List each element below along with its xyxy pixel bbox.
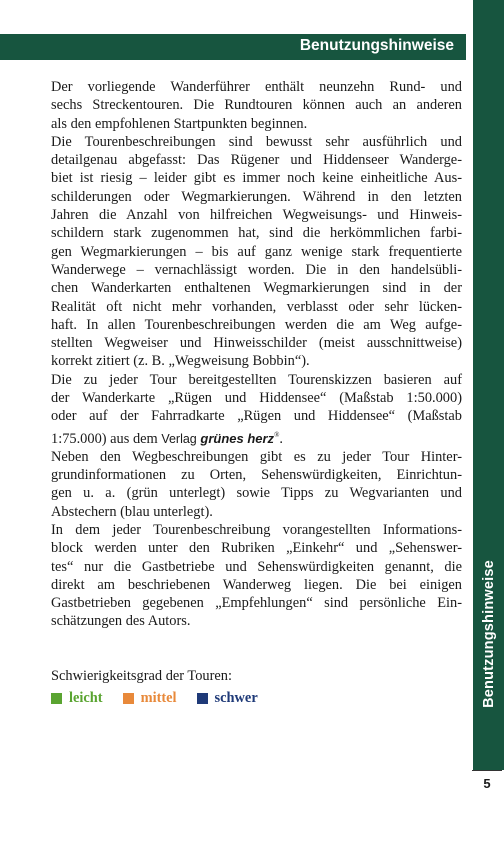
text-fragment: . xyxy=(279,430,283,447)
legend-item-hard xyxy=(197,690,258,707)
text-line: schilderungen oder Wegmarkierungen. Während in den letzten xyxy=(51,188,462,205)
text-line: Wanderwege – vernachlässigt worden. Die in den handelsübli- xyxy=(51,261,462,278)
text-line: gen Wegmarkierungen – bis auf ganz wenige stark frequentierte xyxy=(51,243,462,260)
body-text xyxy=(51,78,462,631)
legend-item-easy xyxy=(51,690,103,707)
text-line: schildern stark zugenommen hat, sind die herkömmlichen farbi- xyxy=(51,225,462,242)
text-line: direkt am beschriebenen Wanderweg liegen. Die bei einigen xyxy=(51,576,462,593)
text-line: korrekt zitiert (z. B. „Wegweisung Bobbin“). xyxy=(51,353,310,370)
legend-item-medium xyxy=(123,690,177,707)
page-number: 5 xyxy=(483,776,491,791)
paragraph-maps xyxy=(51,371,462,448)
text-line: als den empfohlenen Startpunkten beginnen. xyxy=(51,115,308,132)
publisher-brand: grünes herz xyxy=(200,430,275,446)
difficulty-legend-title: Schwierigkeitsgrad der Touren: xyxy=(51,668,232,684)
side-tab-text: Benutzungshinweise xyxy=(480,560,497,708)
registered-mark: ® xyxy=(274,430,280,439)
paragraph-intro xyxy=(51,78,462,133)
text-line: In dem jeder Tourenbeschreibung vorangestellten Informations- xyxy=(51,521,462,538)
text-line: der Wanderkarte „Rügen und Hiddensee“ (Maßstab 1:50.000) xyxy=(51,390,462,407)
publisher-label: Verlag xyxy=(161,431,197,446)
text-line: chen Wanderkarten enthaltenen Wegmarkierungen sind in der xyxy=(51,280,462,297)
green-square-icon xyxy=(51,693,62,704)
text-line: Realität oft nicht mehr vorhanden, verblasst oder sehr lücken- xyxy=(51,298,462,315)
text-line: sechs Streckentouren. Die Rundtouren können auch an anderen xyxy=(51,97,462,114)
page-title: Benutzungshinweise xyxy=(299,37,454,54)
text-line: Neben den Wegbeschreibungen gibt es zu jeder Tour Hinter- xyxy=(51,448,462,465)
text-line: stellten Wegweiser und Hinweisschilder (meist ausschnittweise) xyxy=(51,335,462,352)
text-line: Jahren die Anzahl von hilfreichen Wegweisungs- und Hinweis- xyxy=(51,207,462,224)
text-line: detailgenau abgefasst: Das Rügener und Hiddenseer Wanderge- xyxy=(51,152,462,169)
text-line: haft. In allen Tourenbeschreibungen werden die am Weg aufge- xyxy=(51,316,462,333)
page-number-rule xyxy=(472,770,502,771)
text-line: tes“ nur die Gastbetriebe und Sehenswürdigkeiten genannt, die xyxy=(51,558,462,575)
side-tab-label xyxy=(473,560,504,708)
text-line xyxy=(51,426,462,448)
text-line: Die zu jeder Tour bereitgestellten Tourenskizzen basieren auf xyxy=(51,371,462,388)
legend-label-medium: mittel xyxy=(140,690,177,706)
text-line: biet ist riesig – leider gibt es immer noch keine einheitliche Aus- xyxy=(51,170,462,187)
text-line: Abstechern (blau unterlegt). xyxy=(51,503,213,520)
text-line: Die Tourenbeschreibungen sind bewusst sehr ausführlich und xyxy=(51,133,462,150)
paragraph-background-info xyxy=(51,448,462,521)
text-line: oder auf der Fahrradkarte „Rügen und Hiddensee“ (Maßstab xyxy=(51,408,462,425)
text-line: Der vorliegende Wanderführer enthält neunzehn Rund- und xyxy=(51,79,462,95)
text-line: grundinformationen zu Orten, Sehenswürdigkeiten, Einrichtun- xyxy=(51,467,462,484)
text-fragment: 1:75.000) aus dem xyxy=(51,430,162,447)
legend-label-hard: schwer xyxy=(214,690,258,706)
blue-square-icon xyxy=(197,693,208,704)
header-bar xyxy=(0,34,466,60)
paragraph-descriptions xyxy=(51,133,462,371)
text-line: schätzungen des Autors. xyxy=(51,613,191,630)
legend-label-easy: leicht xyxy=(69,690,103,706)
text-line: Gastbetrieben gegebenen „Empfehlungen“ sind persönliche Ein- xyxy=(51,595,462,612)
text-line: block werden unter den Rubriken „Einkehr“ und „Sehenswer- xyxy=(51,540,462,557)
text-line: gen u. a. (grün unterlegt) sowie Tipps zu Wegvarianten und xyxy=(51,485,462,502)
difficulty-legend xyxy=(51,690,278,707)
orange-square-icon xyxy=(123,693,134,704)
paragraph-info-block xyxy=(51,521,462,631)
